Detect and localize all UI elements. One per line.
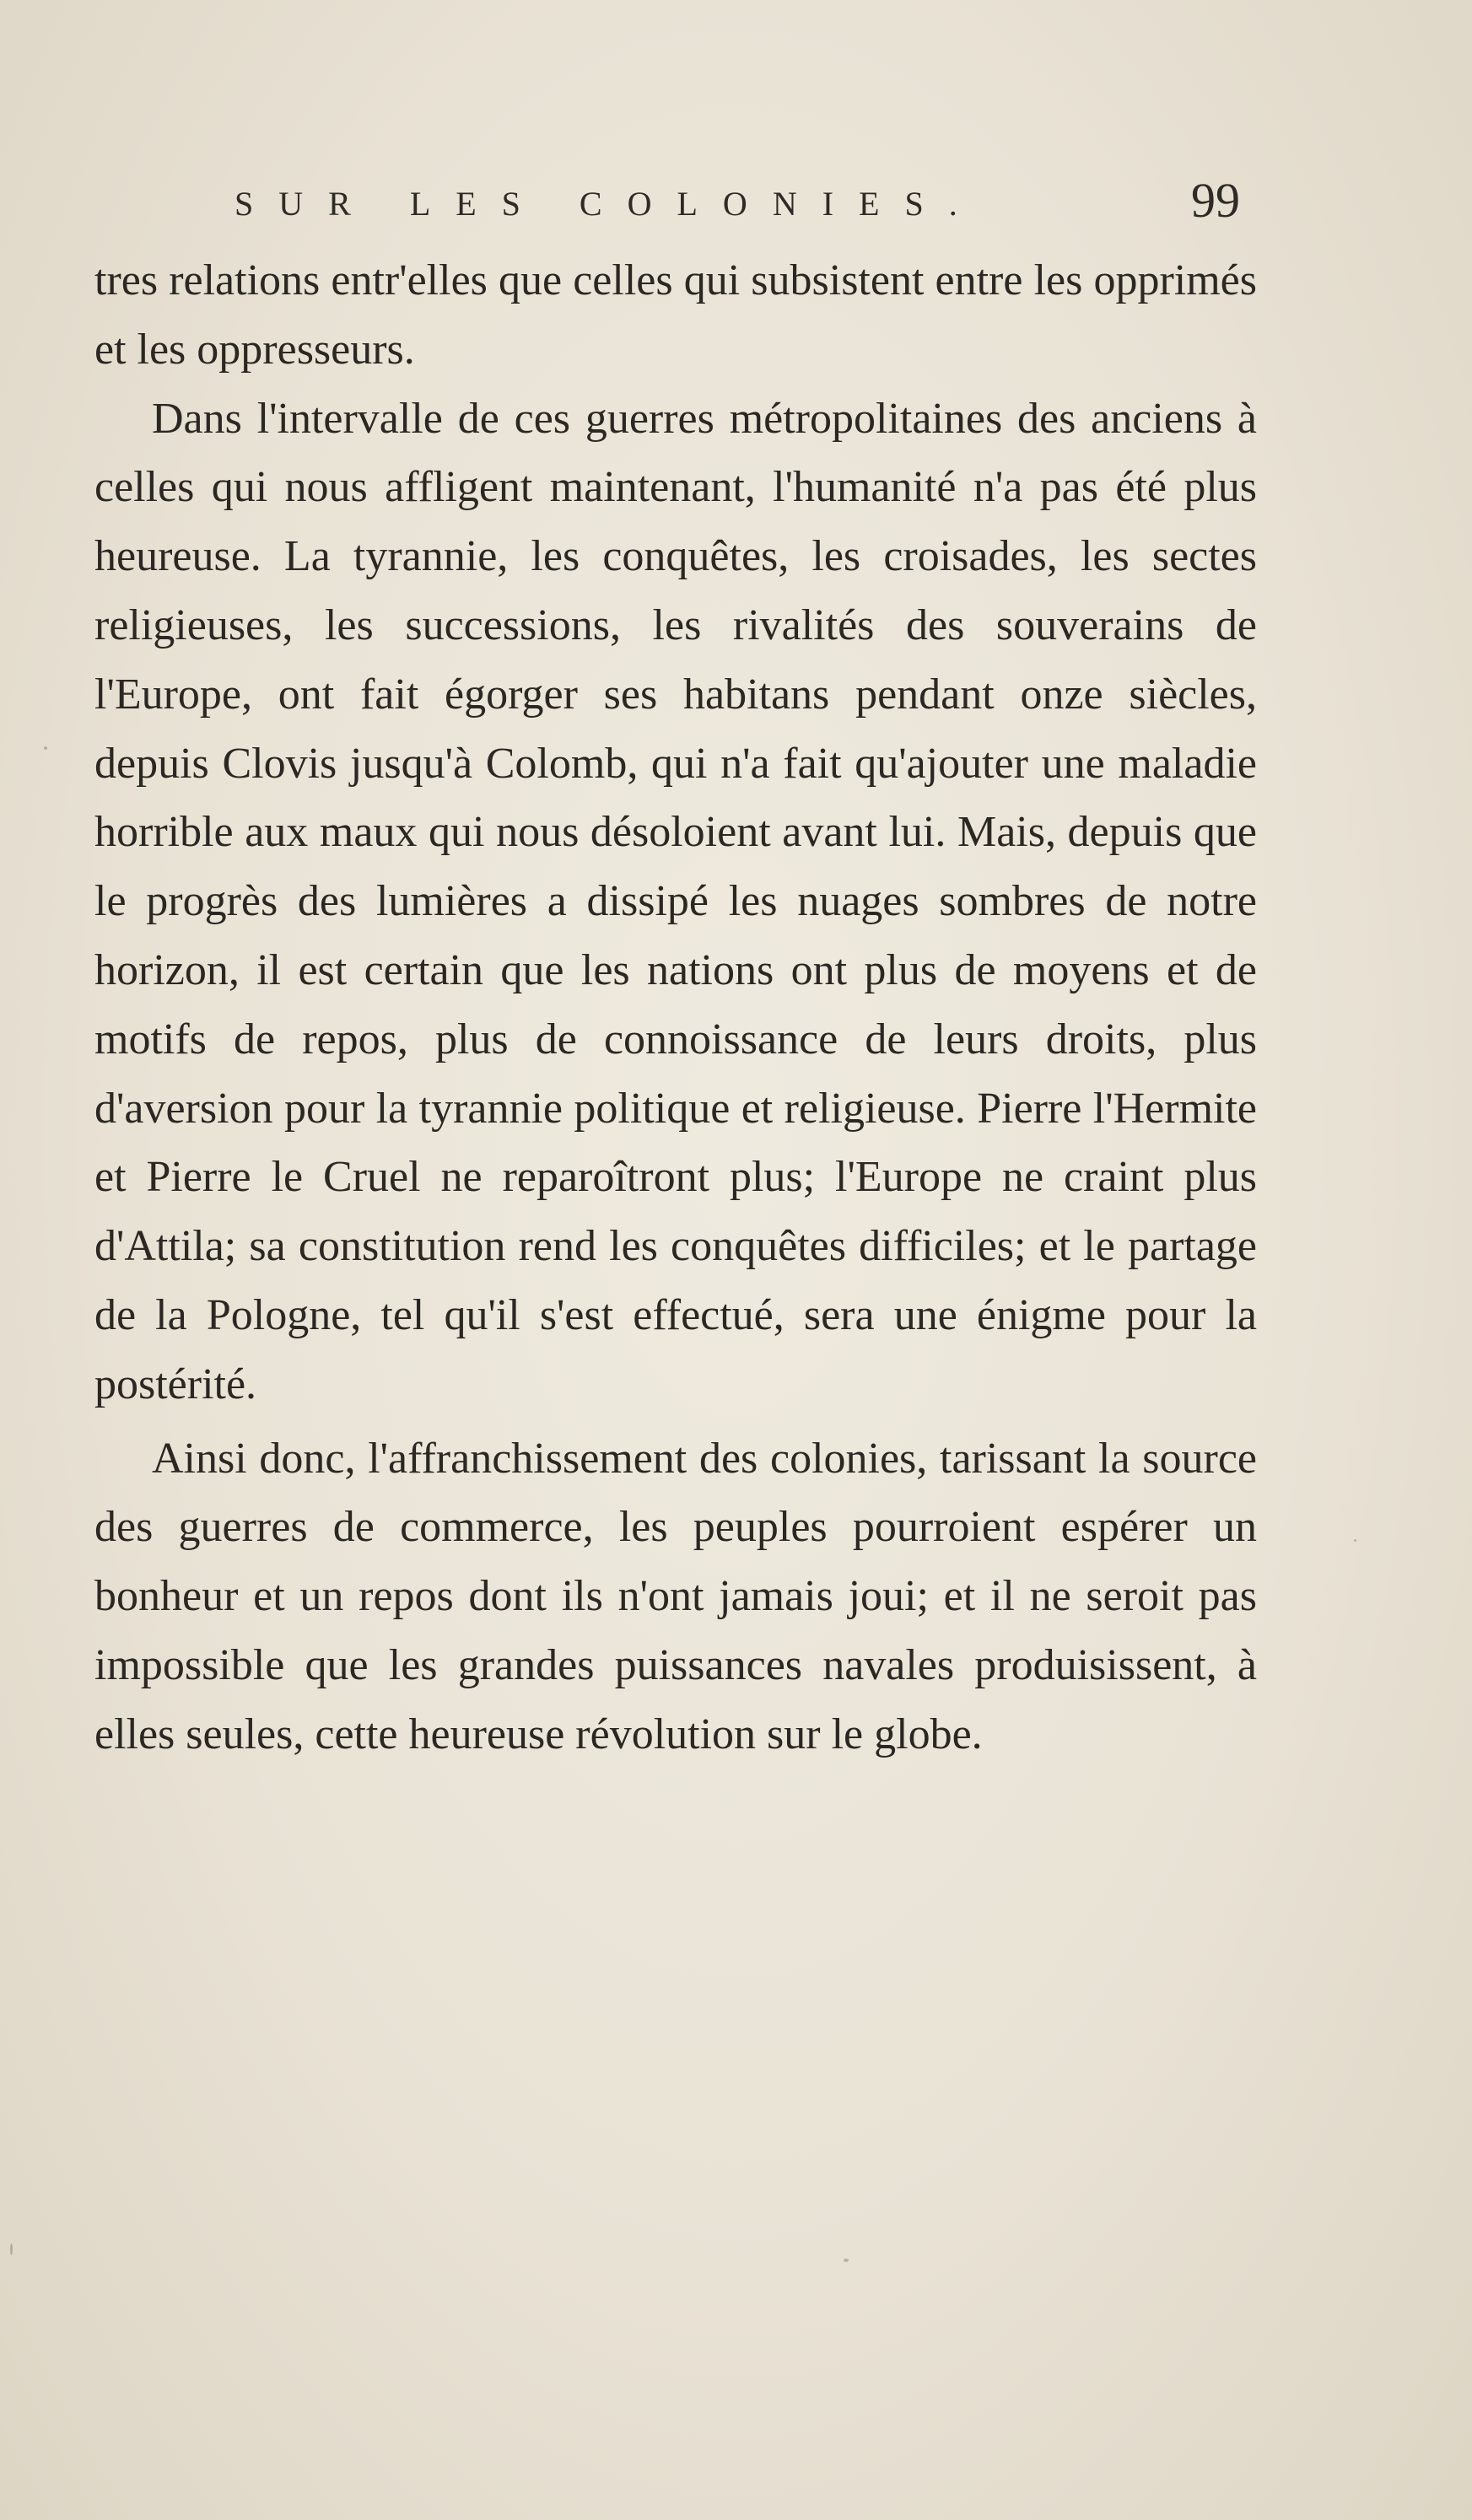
body-text	[94, 246, 1257, 1769]
running-title: SUR LES COLONIES.	[235, 185, 983, 223]
paragraph: Ainsi donc, l'affranchissement des colonies, tarissant la source des guerres de commerce, les peuples pourroient espérer un bonheur et un repos dont ils n'ont jamais joui; et il ne seroit pas impossible que les grandes puissances navales produisissent, à elles seules, cette heureuse révolution sur le globe.	[94, 1434, 1257, 1758]
page-number: 99	[1191, 173, 1240, 228]
running-head	[194, 169, 1240, 236]
paragraph: Dans l'intervalle de ces guerres métropolitaines des anciens à celles qui nous affligent maintenant, l'humanité n'a pas été plus heureuse. La tyrannie, les conquêtes, les croisades, les sectes religieuses, les successions, les rivalités des souverains de l'Europe, ont fait égorger ses habitans pendant onze siècles, depuis Clovis jusqu'à Colomb, qui n'a fait qu'ajouter une maladie horrible aux maux qui nous désoloient avant lui. Mais, depuis que le progrès des lumières a dissipé les nuages sombres de notre horizon, il est certain que les nations ont plus de moyens et de motifs de repos, plus de connoissance de leurs droits, plus d'aversion pour la tyrannie politique et religieuse. Pierre l'Hermite et Pierre le Cruel ne reparoîtront plus; l'Europe ne craint plus d'Attila; sa constitution rend les conquêtes difficiles; et le partage de la Pologne, tel qu'il s'est effectué, sera une énigme pour la postérité.	[94, 394, 1257, 1408]
paragraph-continuation: tres relations entr'elles que celles qui subsistent entre les opprimés et les oppresseurs.	[94, 256, 1257, 374]
